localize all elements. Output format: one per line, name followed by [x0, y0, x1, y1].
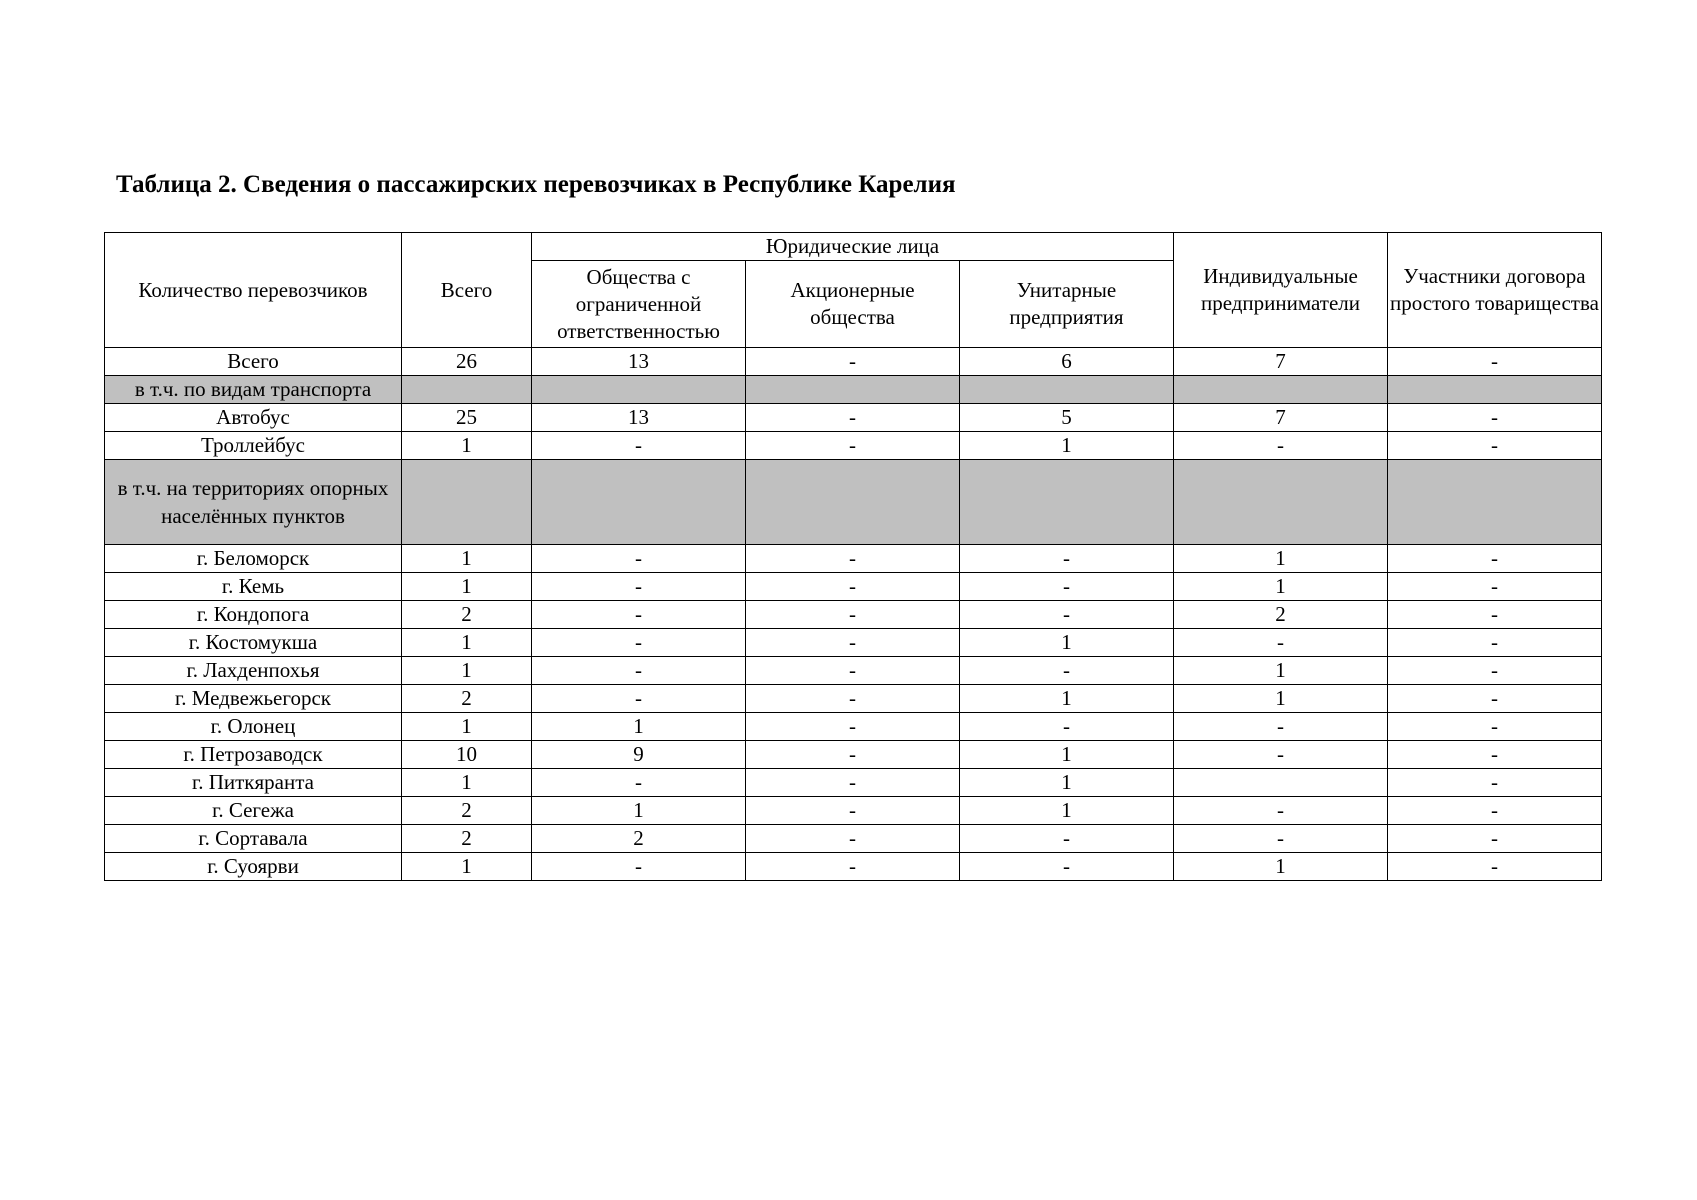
row-label-cell: Всего: [105, 348, 402, 376]
table-row: [105, 601, 1602, 629]
jsc-cell: -: [746, 601, 960, 629]
jsc-cell: [746, 376, 960, 404]
individual-cell: -: [1174, 797, 1388, 825]
partnership-cell: [1388, 460, 1602, 545]
unitary-cell: 6: [960, 348, 1174, 376]
carriers-table: [104, 232, 1602, 881]
individual-cell: 7: [1174, 404, 1388, 432]
jsc-cell: -: [746, 713, 960, 741]
llc-cell: 1: [532, 713, 746, 741]
row-label-cell: г. Олонец: [105, 713, 402, 741]
unitary-cell: 5: [960, 404, 1174, 432]
row-label-cell: г. Кондопога: [105, 601, 402, 629]
unitary-cell: -: [960, 825, 1174, 853]
unitary-cell: [960, 376, 1174, 404]
total-cell: 2: [402, 601, 532, 629]
jsc-cell: -: [746, 797, 960, 825]
llc-cell: 9: [532, 741, 746, 769]
table-row: [105, 432, 1602, 460]
table-row: [105, 825, 1602, 853]
llc-cell: [532, 460, 746, 545]
individual-cell: 1: [1174, 573, 1388, 601]
table-body: [105, 348, 1602, 881]
unitary-cell: 1: [960, 769, 1174, 797]
row-label-cell: в т.ч. на территориях опорных населённых пунктов: [105, 460, 402, 545]
table-row: [105, 741, 1602, 769]
llc-cell: -: [532, 573, 746, 601]
row-label-cell: г. Беломорск: [105, 545, 402, 573]
llc-cell: -: [532, 685, 746, 713]
table-row: [105, 713, 1602, 741]
llc-cell: 13: [532, 404, 746, 432]
jsc-cell: -: [746, 432, 960, 460]
page-title: Таблица 2. Сведения о пассажирских перевозчиках в Республике Карелия: [116, 171, 956, 198]
row-label-cell: г. Сортавала: [105, 825, 402, 853]
individual-cell: 1: [1174, 657, 1388, 685]
jsc-cell: -: [746, 685, 960, 713]
partnership-cell: -: [1388, 601, 1602, 629]
individual-cell: -: [1174, 713, 1388, 741]
partnership-cell: -: [1388, 853, 1602, 881]
partnership-cell: -: [1388, 741, 1602, 769]
header-individual: Индивидуальные предприниматели: [1174, 233, 1388, 348]
partnership-cell: -: [1388, 629, 1602, 657]
unitary-cell: [960, 460, 1174, 545]
row-label-cell: в т.ч. по видам транспорта: [105, 376, 402, 404]
individual-cell: 7: [1174, 348, 1388, 376]
total-cell: 1: [402, 432, 532, 460]
header-unitary: Унитарные предприятия: [960, 261, 1174, 348]
partnership-cell: -: [1388, 685, 1602, 713]
individual-cell: -: [1174, 432, 1388, 460]
llc-cell: 2: [532, 825, 746, 853]
total-cell: 1: [402, 657, 532, 685]
total-cell: [402, 376, 532, 404]
table-row: [105, 404, 1602, 432]
jsc-cell: -: [746, 404, 960, 432]
table-row: [105, 629, 1602, 657]
partnership-cell: -: [1388, 825, 1602, 853]
table-row: [105, 573, 1602, 601]
table-row: [105, 853, 1602, 881]
row-label-cell: г. Петрозаводск: [105, 741, 402, 769]
table-row: [105, 460, 1602, 545]
individual-cell: 2: [1174, 601, 1388, 629]
unitary-cell: -: [960, 573, 1174, 601]
partnership-cell: [1388, 376, 1602, 404]
partnership-cell: -: [1388, 797, 1602, 825]
llc-cell: [532, 376, 746, 404]
table-header: [105, 233, 1602, 348]
total-cell: 1: [402, 629, 532, 657]
total-cell: 1: [402, 853, 532, 881]
jsc-cell: -: [746, 769, 960, 797]
jsc-cell: -: [746, 825, 960, 853]
jsc-cell: -: [746, 741, 960, 769]
row-label-cell: Троллейбус: [105, 432, 402, 460]
total-cell: 2: [402, 825, 532, 853]
total-cell: 2: [402, 685, 532, 713]
llc-cell: -: [532, 432, 746, 460]
individual-cell: 1: [1174, 685, 1388, 713]
partnership-cell: -: [1388, 348, 1602, 376]
partnership-cell: -: [1388, 545, 1602, 573]
total-cell: 1: [402, 545, 532, 573]
row-label-cell: г. Кемь: [105, 573, 402, 601]
individual-cell: 1: [1174, 545, 1388, 573]
table-row: [105, 797, 1602, 825]
header-legal-entities: Юридические лица: [532, 233, 1174, 261]
partnership-cell: -: [1388, 404, 1602, 432]
unitary-cell: 1: [960, 629, 1174, 657]
row-label-cell: Автобус: [105, 404, 402, 432]
partnership-cell: -: [1388, 713, 1602, 741]
jsc-cell: -: [746, 657, 960, 685]
header-total: Всего: [402, 233, 532, 348]
individual-cell: [1174, 376, 1388, 404]
total-cell: 25: [402, 404, 532, 432]
row-label-cell: г. Суоярви: [105, 853, 402, 881]
table-row: [105, 685, 1602, 713]
total-cell: 1: [402, 769, 532, 797]
header-partnership: Участники договора простого товарищества: [1388, 233, 1602, 348]
header-count: Количество перевозчиков: [105, 233, 402, 348]
unitary-cell: -: [960, 657, 1174, 685]
partnership-cell: -: [1388, 432, 1602, 460]
llc-cell: 1: [532, 797, 746, 825]
llc-cell: -: [532, 629, 746, 657]
total-cell: 26: [402, 348, 532, 376]
llc-cell: -: [532, 853, 746, 881]
partnership-cell: -: [1388, 769, 1602, 797]
llc-cell: -: [532, 601, 746, 629]
jsc-cell: [746, 460, 960, 545]
row-label-cell: г. Лахденпохья: [105, 657, 402, 685]
jsc-cell: -: [746, 348, 960, 376]
table-row: [105, 348, 1602, 376]
llc-cell: -: [532, 769, 746, 797]
unitary-cell: 1: [960, 685, 1174, 713]
table-row: [105, 376, 1602, 404]
individual-cell: -: [1174, 741, 1388, 769]
individual-cell: [1174, 769, 1388, 797]
table-row: [105, 769, 1602, 797]
unitary-cell: 1: [960, 797, 1174, 825]
total-cell: 2: [402, 797, 532, 825]
header-jsc: Акционерные общества: [746, 261, 960, 348]
individual-cell: [1174, 460, 1388, 545]
row-label-cell: г. Сегежа: [105, 797, 402, 825]
individual-cell: -: [1174, 629, 1388, 657]
total-cell: [402, 460, 532, 545]
partnership-cell: -: [1388, 657, 1602, 685]
partnership-cell: -: [1388, 573, 1602, 601]
unitary-cell: 1: [960, 432, 1174, 460]
table-row: [105, 657, 1602, 685]
total-cell: 1: [402, 713, 532, 741]
unitary-cell: -: [960, 545, 1174, 573]
row-label-cell: г. Медвежьегорск: [105, 685, 402, 713]
jsc-cell: -: [746, 573, 960, 601]
jsc-cell: -: [746, 629, 960, 657]
unitary-cell: 1: [960, 741, 1174, 769]
unitary-cell: -: [960, 853, 1174, 881]
jsc-cell: -: [746, 545, 960, 573]
row-label-cell: г. Питкяранта: [105, 769, 402, 797]
llc-cell: 13: [532, 348, 746, 376]
table-row: [105, 545, 1602, 573]
header-llc: Общества с ограниченной ответственностью: [532, 261, 746, 348]
llc-cell: -: [532, 657, 746, 685]
jsc-cell: -: [746, 853, 960, 881]
total-cell: 1: [402, 573, 532, 601]
row-label-cell: г. Костомукша: [105, 629, 402, 657]
unitary-cell: -: [960, 713, 1174, 741]
llc-cell: -: [532, 545, 746, 573]
individual-cell: -: [1174, 825, 1388, 853]
unitary-cell: -: [960, 601, 1174, 629]
individual-cell: 1: [1174, 853, 1388, 881]
total-cell: 10: [402, 741, 532, 769]
